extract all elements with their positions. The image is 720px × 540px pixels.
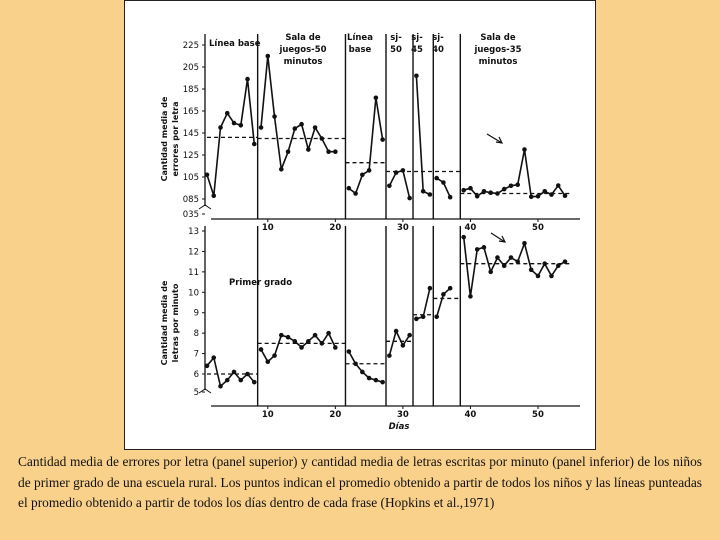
data-point-0-46 bbox=[529, 195, 534, 200]
data-point-0-3 bbox=[225, 111, 230, 116]
data-point-0-22 bbox=[360, 173, 365, 178]
series-line-0-1 bbox=[261, 56, 335, 169]
y-tick-label-0-0: 225 bbox=[182, 41, 199, 51]
data-point-1-25 bbox=[380, 380, 385, 385]
data-point-0-4 bbox=[232, 121, 237, 126]
x-tick-label-1-1: 20 bbox=[329, 410, 342, 420]
phase-label-sj50-2: 50 bbox=[390, 45, 402, 55]
x-tick-label-1-3: 40 bbox=[464, 410, 477, 420]
y-tick-label-0-5: 125 bbox=[182, 151, 199, 161]
phase-label-baseline1: Línea base bbox=[209, 39, 261, 49]
data-point-0-0 bbox=[205, 173, 210, 178]
data-point-1-6 bbox=[245, 372, 250, 377]
y-tick-label-0-6: 105 bbox=[182, 173, 199, 183]
data-point-0-51 bbox=[563, 193, 568, 198]
data-point-0-6 bbox=[245, 77, 250, 82]
y-tick-label-1-2: 11 bbox=[188, 267, 199, 278]
data-point-1-16 bbox=[313, 333, 318, 338]
data-point-0-14 bbox=[299, 122, 304, 127]
data-point-1-30 bbox=[414, 317, 419, 322]
data-point-0-13 bbox=[293, 126, 298, 131]
data-point-1-38 bbox=[475, 247, 480, 252]
data-point-1-45 bbox=[522, 241, 527, 246]
data-point-1-33 bbox=[434, 315, 439, 320]
annotation-primer-grado: Primer grado bbox=[229, 278, 293, 288]
series-line-1-3 bbox=[389, 331, 409, 356]
data-point-1-27 bbox=[394, 329, 399, 334]
data-point-0-49 bbox=[549, 192, 554, 197]
data-point-1-12 bbox=[286, 335, 291, 340]
data-point-1-31 bbox=[421, 315, 426, 320]
data-point-1-32 bbox=[428, 286, 433, 291]
data-point-0-37 bbox=[468, 186, 473, 191]
data-point-0-47 bbox=[536, 194, 541, 199]
data-point-1-19 bbox=[333, 345, 338, 350]
data-point-0-35 bbox=[448, 195, 453, 200]
y-tick-label-1-4: 9 bbox=[193, 308, 199, 319]
data-point-1-44 bbox=[515, 259, 520, 264]
data-point-1-35 bbox=[448, 286, 453, 291]
series-line-1-6 bbox=[464, 237, 565, 296]
bottom-ylabel-line2: letras por minuto bbox=[171, 283, 180, 363]
data-point-0-42 bbox=[502, 187, 507, 192]
x-tick-label-1-0: 10 bbox=[261, 410, 274, 420]
data-point-1-2 bbox=[218, 384, 223, 389]
y-tick-label-0-1: 205 bbox=[182, 63, 199, 73]
data-point-1-8 bbox=[259, 347, 264, 352]
data-point-1-7 bbox=[252, 380, 257, 385]
data-point-1-43 bbox=[509, 255, 514, 260]
data-point-0-24 bbox=[374, 96, 379, 101]
data-point-1-39 bbox=[482, 245, 487, 250]
data-point-0-11 bbox=[279, 167, 284, 172]
data-point-1-50 bbox=[556, 263, 561, 268]
phase-label-play35-1: Sala de bbox=[480, 33, 516, 43]
x-tick-label-1-2: 30 bbox=[396, 410, 409, 420]
data-point-0-34 bbox=[441, 180, 446, 185]
phase-label-baseline2-2: base bbox=[348, 45, 372, 55]
x-tick-label-0-0: 10 bbox=[261, 223, 274, 233]
data-point-1-15 bbox=[306, 339, 311, 344]
data-point-1-48 bbox=[542, 261, 547, 266]
data-point-1-11 bbox=[279, 333, 284, 338]
data-point-0-17 bbox=[320, 136, 325, 141]
data-point-1-0 bbox=[205, 364, 210, 369]
data-point-1-9 bbox=[265, 359, 270, 364]
data-point-0-9 bbox=[265, 54, 270, 59]
series-line-0-6 bbox=[464, 150, 565, 197]
data-point-1-10 bbox=[272, 353, 277, 358]
data-point-0-44 bbox=[515, 182, 520, 187]
data-point-0-36 bbox=[461, 188, 466, 193]
data-point-0-29 bbox=[407, 196, 412, 201]
y-tick-label-1-8: 5 bbox=[193, 388, 199, 398]
data-point-0-25 bbox=[380, 137, 385, 142]
x-tick-label-0-3: 40 bbox=[464, 223, 477, 233]
y-tick-label-0-2: 185 bbox=[182, 85, 199, 95]
data-point-0-20 bbox=[347, 186, 352, 191]
data-point-1-20 bbox=[347, 349, 352, 354]
phase-label-play50-1: Sala de bbox=[285, 33, 321, 43]
data-point-1-1 bbox=[211, 355, 216, 360]
data-point-0-38 bbox=[475, 194, 480, 199]
phase-label-play50-3: minutos bbox=[283, 57, 323, 67]
data-point-0-8 bbox=[259, 125, 264, 130]
data-point-0-33 bbox=[434, 176, 439, 181]
phase-label-play35-2: juegos-35 bbox=[474, 45, 522, 55]
bottom-ylabel-line1: Cantidad media de bbox=[160, 280, 169, 366]
data-point-1-26 bbox=[387, 353, 392, 358]
x-tick-label-1-4: 50 bbox=[532, 410, 544, 420]
x-tick-label-0-2: 30 bbox=[396, 223, 409, 233]
x-tick-label-0-1: 20 bbox=[329, 223, 342, 233]
y-tick-label-1-7: 6 bbox=[193, 370, 199, 380]
data-point-1-3 bbox=[225, 378, 230, 383]
y-tick-label-0-7: 085 bbox=[182, 195, 199, 205]
y-tick-label-1-1: 12 bbox=[188, 247, 199, 258]
y-tick-label-1-3: 10 bbox=[188, 288, 199, 299]
arrow-top bbox=[487, 134, 502, 143]
arrow-bottom bbox=[491, 233, 505, 242]
phase-label-sj40-1: sj- bbox=[432, 33, 444, 43]
axis-break-0 bbox=[199, 205, 211, 209]
top-ylabel-line1: Cantidad media de bbox=[160, 96, 169, 182]
data-point-0-23 bbox=[367, 168, 372, 173]
data-point-0-15 bbox=[306, 147, 311, 152]
phase-label-play50-2: juegos-50 bbox=[279, 45, 327, 55]
data-point-0-12 bbox=[286, 149, 291, 154]
x-tick-label-0-4: 50 bbox=[532, 223, 544, 233]
figure-panel bbox=[124, 0, 596, 450]
data-point-1-47 bbox=[536, 274, 541, 279]
data-point-0-27 bbox=[394, 170, 399, 175]
data-point-1-29 bbox=[407, 333, 412, 338]
data-point-0-18 bbox=[326, 149, 331, 154]
series-line-0-4 bbox=[416, 76, 430, 195]
data-point-0-32 bbox=[428, 192, 433, 197]
phase-label-sj40-2: 40 bbox=[432, 45, 444, 55]
data-point-1-24 bbox=[374, 378, 379, 383]
figure-caption: Cantidad media de errores por letra (panel superior) y cantidad media de letras escritas por minuto (panel inferior) de los niños de primer grado de una escuela rural. Los puntos indican el promedio obtenido a partir de todos los niños y las líneas punteadas el promedio obtenido a partir de todos los días dentro de cada frase (Hopkins et al.,1971) bbox=[18, 454, 702, 510]
data-point-1-49 bbox=[549, 274, 554, 279]
data-point-1-18 bbox=[326, 331, 331, 336]
data-point-1-36 bbox=[461, 235, 466, 240]
series-line-0-3 bbox=[389, 170, 409, 198]
data-point-1-28 bbox=[401, 343, 406, 348]
phase-label-sj45-1: sj- bbox=[411, 33, 423, 43]
data-point-1-14 bbox=[299, 345, 304, 350]
data-point-1-41 bbox=[495, 255, 500, 260]
data-point-0-40 bbox=[488, 190, 493, 195]
data-point-0-5 bbox=[238, 123, 243, 128]
y-tick-label-0-3: 165 bbox=[182, 107, 199, 117]
data-point-1-46 bbox=[529, 268, 534, 273]
data-point-1-5 bbox=[238, 378, 243, 383]
data-point-0-43 bbox=[509, 184, 514, 189]
y-tick-label-1-0: 13 bbox=[188, 227, 199, 237]
data-point-0-39 bbox=[482, 189, 487, 194]
phase-label-sj50-1: sj- bbox=[390, 33, 402, 43]
series-line-0-2 bbox=[349, 98, 383, 194]
data-point-0-19 bbox=[333, 149, 338, 154]
data-point-0-26 bbox=[387, 184, 392, 189]
top-ylabel-line2: errores por letra bbox=[171, 101, 180, 177]
data-point-1-42 bbox=[502, 263, 507, 268]
data-point-0-41 bbox=[495, 191, 500, 196]
data-point-0-30 bbox=[414, 74, 419, 79]
y-tick-label-0-4: 145 bbox=[182, 129, 199, 139]
data-point-1-17 bbox=[320, 341, 325, 346]
data-point-0-45 bbox=[522, 147, 527, 152]
data-point-0-1 bbox=[211, 193, 216, 198]
data-point-1-4 bbox=[232, 370, 237, 375]
x-axis-label: Días bbox=[388, 422, 410, 432]
data-point-1-51 bbox=[563, 259, 568, 264]
data-point-1-40 bbox=[488, 270, 493, 275]
y-tick-label-1-6: 7 bbox=[193, 349, 199, 360]
data-point-0-48 bbox=[542, 189, 547, 194]
data-point-1-37 bbox=[468, 294, 473, 299]
data-point-1-22 bbox=[360, 370, 365, 375]
data-point-0-10 bbox=[272, 114, 277, 119]
data-point-0-21 bbox=[353, 191, 358, 196]
chart-svg bbox=[125, 1, 597, 451]
data-point-0-31 bbox=[421, 189, 426, 194]
data-point-0-50 bbox=[556, 183, 561, 188]
data-point-0-16 bbox=[313, 125, 318, 130]
data-point-1-13 bbox=[293, 339, 298, 344]
data-point-1-21 bbox=[353, 361, 358, 366]
phase-label-sj45-2: 45 bbox=[411, 45, 423, 55]
phase-label-baseline2-1: Línea bbox=[347, 33, 373, 43]
series-line-1-1 bbox=[261, 333, 335, 362]
data-point-1-23 bbox=[367, 376, 372, 381]
data-point-0-28 bbox=[401, 168, 406, 173]
y-tick-label-0-8: 035 bbox=[182, 210, 199, 220]
data-point-0-7 bbox=[252, 142, 257, 147]
phase-label-play35-3: minutos bbox=[478, 57, 518, 67]
series-line-1-2 bbox=[349, 352, 383, 383]
data-point-1-34 bbox=[441, 292, 446, 297]
data-point-0-2 bbox=[218, 125, 223, 130]
y-tick-label-1-5: 8 bbox=[193, 329, 199, 340]
